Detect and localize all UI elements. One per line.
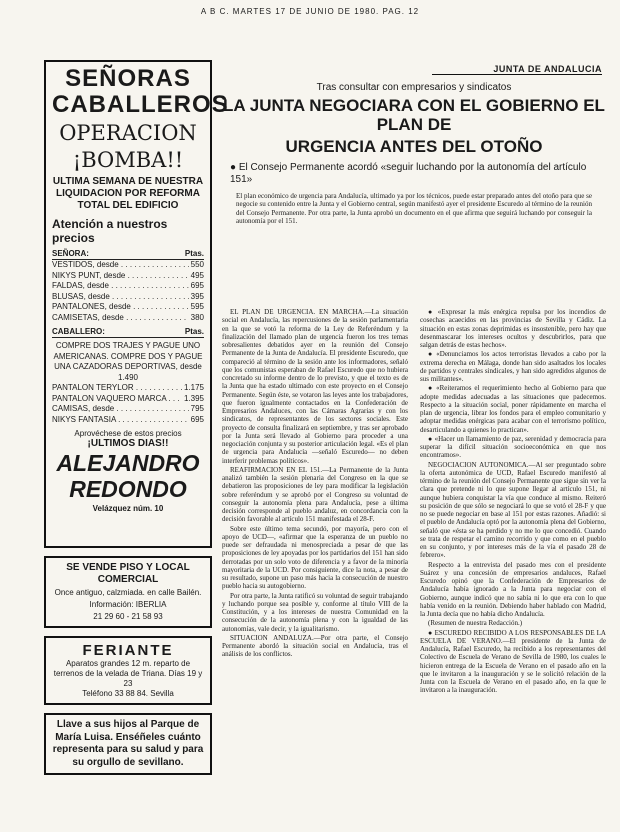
flat-ad-description: Once antiguo, calzmiada. en calle Bailén. — [54, 588, 202, 597]
price-row — [52, 313, 204, 324]
item-label: NIKYS FANTASIA . . . — [52, 415, 189, 426]
item-price: 495 — [190, 270, 204, 280]
price-row — [52, 415, 204, 426]
item-price: 695 — [190, 414, 204, 424]
paragraph: Sobre este último tema secundó, por mayoría, pero con el apoyo de UCD—, «afirmar que la esperanza de un pueblo no puede ser defraudada ni menospreciada a pesar de que las proposiciones de ley apoyadas por los partidarios del 151 han sido derrotadas por un solo voto de diferencia y a favor de la minoría mayoritaria de la UCD. Por consiguiente, dice la nota, a pesar de su resultado, supone un paso más hacia la consecución de nuestro pueblo hacia su autogobierno. — [222, 524, 408, 591]
item-label: PANTALON TERYLOR . . . — [52, 383, 182, 394]
article-subhead: ● El Consejo Permanente acordó «seguir luchando por la autonomía del artículo 151» — [230, 162, 587, 185]
paragraph: Por otra parte, la Junta ratificó su voluntad de seguir trabajando y luchando porque sea posible y, conforme al título VIII de la Constitución, y a los intereses de nuestra Comunidad en la consecución de la autonomía plena y con la igualdad de las autonomías, vale decir, y la igualitarismo. — [222, 591, 408, 633]
paragraph: SITUACION ANDALUZA.—Por otra parte, el Consejo Permanente abordó la situación social en Andalucía, tras el análisis de los conflictos. — [222, 633, 408, 659]
shop-address: Velázquez núm. 10 — [92, 504, 164, 513]
men-price-header: Ptas. — [184, 327, 204, 336]
price-row — [52, 404, 204, 415]
item-price: 380 — [190, 312, 204, 322]
price-row — [52, 281, 204, 292]
flat-ad-info: Información: IBERLIA — [89, 600, 167, 609]
article-headline-line-2: URGENCIA ANTES DEL OTOÑO — [285, 137, 543, 156]
ad-line-bomba: ¡BOMBA!! — [72, 148, 184, 172]
item-label: PANTALON VAQUERO MARCA . . . — [52, 394, 182, 405]
price-row — [52, 271, 204, 282]
park-advertisement — [44, 713, 212, 775]
ad-line-operacion: OPERACION — [59, 121, 197, 145]
item-price: 395 — [190, 291, 204, 301]
item-label: BLUSAS, desde . . . — [52, 292, 189, 303]
jacket-price: 1.490 — [117, 372, 139, 382]
left-ads-column — [44, 60, 229, 775]
shop-name-first: ALEJANDRO — [56, 450, 200, 476]
women-price-list — [52, 260, 204, 323]
women-section-header — [52, 249, 204, 260]
price-row — [52, 383, 204, 394]
paragraph: (Resumen de nuestra Redacción.) — [428, 619, 523, 628]
price-row — [52, 394, 204, 405]
item-price: 595 — [190, 302, 204, 311]
price-row — [52, 292, 204, 303]
article-lead: El plan económico de urgencia para Andalucía, ultimado ya por los técnicos, puede estar preparado antes del otoño para que se negocie su contenido entre la Junta y el Gobierno central, según manifestó ayer el presidente Escuredo al término de la reunión del Consejo Permanente. Por otra parte, la Junta aprobó un documento en el que afirma que seguirá luchando por conseguir la autonomía por el 151. — [236, 192, 592, 226]
article-column-right — [420, 308, 606, 696]
flat-sale-advertisement — [44, 556, 212, 628]
men-section-header — [52, 327, 204, 338]
women-label: SEÑORA: — [52, 249, 89, 258]
item-price: 1.395 — [183, 393, 204, 403]
shop-name-second: REDONDO — [69, 476, 187, 502]
article-column-left — [222, 308, 408, 696]
news-article — [222, 80, 606, 695]
paragraph: ● «Denunciamos los actos terroristas llevados a cabo por la extrema derecha en Málaga, donde han sido asaltados los locales de partidos y centrales sindicales, y han sido agredidos algunos de sus militantes». — [420, 350, 606, 383]
paragraph: ● «Hacer un llamamiento de paz, serenidad y democracia para superar la difícil situación socioeconómica en que nos encontramos». — [420, 434, 606, 460]
item-price: 695 — [190, 281, 204, 290]
park-ad-text: Llave a sus hijos al Parque de María Luisa. Enséñeles cuánto representa para su salud y para su orgullo de sevillano. — [52, 719, 204, 768]
ad-banner: ULTIMA SEMANA DE NUESTRA LIQUIDACION POR REFORMA TOTAL DEL EDIFICIO — [52, 176, 204, 211]
ad-last-days: ¡ULTIMOS DIAS!! — [87, 438, 169, 449]
article-body — [222, 308, 606, 696]
flat-ad-title: SE VENDE PISO Y LOCAL COMERCIAL — [66, 562, 190, 585]
men-price-list — [52, 383, 204, 425]
item-label: CAMISAS, desde . . . — [52, 404, 189, 415]
fair-advertisement — [44, 636, 212, 705]
price-row — [52, 302, 204, 313]
paragraph: EL PLAN DE URGENCIA. EN MARCHA.—La situación social en Andalucía, las repercusiones de la sesión parlamentaria en la que se votó la reforma de la Ley de Referéndum y la finalización del llamado plan de urgencia fueron los tres temas sobresalientes debatidos ayer en la reunión del Consejo Permanente de la Junta de Andalucía. El presidente Escuredo, que compareció al término de la sesión ante los informadores, señaló que los comunistas esperaban de Rafael Escuredo que no hubiera concretado su informe dentro de lo previsto, y que el texto es de la Junta que ha estado ultimado con este proyecto en el Consejo Permanente. Según éste, se votaron las leyes ante los trabajadores, que fueron igualmente contactados en la Confederación de Empresarios Andaluces, con las Cámaras Agrarias y con los sindicatos, de representantes de los sectores sociales. Este proyecto de consulta finalizará en septiembre, y tras ser aprobado por la Junta será llevado al Gobierno para proceder a una negociación conjunta y su posterior articulación legal. «Es el plan de urgencia para Andalucía —señaló Escuredo— no deben interferir problemas políticos». — [222, 308, 408, 465]
article-headline-line-1: LA JUNTA NEGOCIARA CON EL GOBIERNO EL PLAN DE — [223, 96, 605, 134]
item-label: PANTALONES, desde . . . — [52, 302, 189, 313]
men-label: CABALLERO: — [52, 327, 105, 336]
flat-ad-phones: 21 29 60 - 21 58 93 — [93, 612, 163, 621]
ad-line-caballeros: CABALLEROS — [52, 91, 229, 118]
item-price: 795 — [190, 404, 204, 413]
paragraph: REAFIRMACION EN EL 151.—La Permanente de la Junta analizó también la sesión plenaria del Congreso en la que se debatieron las proposiciones de ley para modificar la legislación sobre referéndum y se aprobó por el Congreso su voluntad de conseguir la autonomía plena para Andalucía, pese a última decisión corresponde al pueblo andaluz, en concordancia con la decisión favorable al artículo 151 manifestada el 28-F. — [222, 465, 408, 524]
paragraph: NEGOCIACION AUTONOMICA.—Al ser preguntado sobre la oferta autonómica de UCD, Rafael Escuredo manifestó al término de la reunión del Consejo Permanente que sigue sin ver la clara que pretende ni lo que supone llegar al artículo 151, ni aunque hubiera conquistar la vía que conduce al mismo. Reiteró su posición de que sólo se negociará lo que se votó el 28-F y que no se puede negociar en base al 151 por estas razones. Añadió: si el pueblo de Andalucía optó por la autonomía plena del Gobierno, señaló que «ésta se ha perdido y no me lo que concedió. Cuando se trata de respetar el camino recorrido y que como en el pueblo en su conjunto, y por intereses más de la vía el pasado 28 de febrero». — [420, 460, 606, 560]
item-label: CAMISETAS, desde . . . — [52, 313, 189, 324]
price-row — [52, 260, 204, 271]
ad-attention: Atención a nuestros precios — [52, 217, 168, 245]
fair-ad-title: FERIANTE — [82, 642, 174, 659]
item-price: 1.175 — [183, 383, 204, 392]
men-offer-description: COMPRE DOS TRAJES Y PAGUE UNO AMERICANAS. COMPRE DOS Y PAGUE UNA CAZADORAS DEPORTIVAS, desde — [53, 341, 203, 371]
paragraph: ● ESCUREDO RECIBIDO A LOS RESPONSABLES DE LA ESCUELA DE VERANO.—El presidente de la Junta de Andalucía, Rafael Escuredo, ha recibido a los representantes del Colectivo de Escuela de Verano de Sevilla de 1980, los cuales le hicieron entrega de la Escuela de Verano en el pasado año en la que le invitaron a la inauguración y se le solicitó relación de la Junta con la Escuela de Verano en el pasado año, en la que le invitaron a la inauguración. — [420, 628, 606, 695]
item-label: NIKYS PUNT, desde . . . — [52, 271, 189, 282]
paragraph: ● «Reiteramos el requerimiento hecho al Gobierno para que adopte medidas adecuadas a las situaciones que padecemos. Respecto a la situación social, poner rápidamente en marcha el plan de urgencia, librar los fondos para el empleo comunitario y adoptar medidas enérgicas para acabar con el terrorismo político, desarticulando a quienes lo practican». — [420, 384, 606, 434]
item-price: 550 — [190, 260, 204, 269]
fair-ad-description: Aparatos grandes 12 m. reparto de terrenos de la velada de Triana. Días 19 y 23 — [53, 659, 203, 688]
women-price-header: Ptas. — [184, 249, 204, 258]
store-advertisement — [44, 60, 229, 548]
item-label: VESTIDOS, desde . . . — [52, 260, 189, 271]
ad-notice: Aprovéchese de estos precios — [74, 429, 182, 438]
paragraph: ● «Expresar la más enérgica repulsa por los incendios de cosechas acaecidos en las provincias de Sevilla y Cádiz. La situación en estas zonas deprimidas es insostenible, pero hay que desenmascarar los intereses ocultos y descubrirlos, para que salgan detrás de estas hechos». — [420, 308, 606, 349]
men-offer-text — [52, 341, 204, 383]
running-head: A B C. MARTES 17 DE JUNIO DE 1980. PAG. 12 — [200, 7, 420, 16]
item-label: FALDAS, desde . . . — [52, 281, 189, 292]
ad-line-senoras: SEÑORAS — [65, 65, 191, 92]
section-label: JUNTA DE ANDALUCIA — [432, 64, 602, 75]
article-kicker: Tras consultar con empresarios y sindicatos — [316, 82, 512, 93]
paragraph: Respecto a la entrevista del pasado mes con el presidente Suárez y una concesión de empresarios andaluces, Rafael Escuredo opinó que la Confederación de Empresarios de Andalucía había ignorado a la Junta para negociar con el Gobierno, aunque indicó que no sabía ni lo que era con lo que había venido en la reunión. Debiendo haber hablado con Madrid, la Junta decía que no había dicho Andalucía. — [420, 560, 606, 618]
fair-ad-phone: Teléfono 33 88 84. Sevilla — [82, 689, 174, 698]
